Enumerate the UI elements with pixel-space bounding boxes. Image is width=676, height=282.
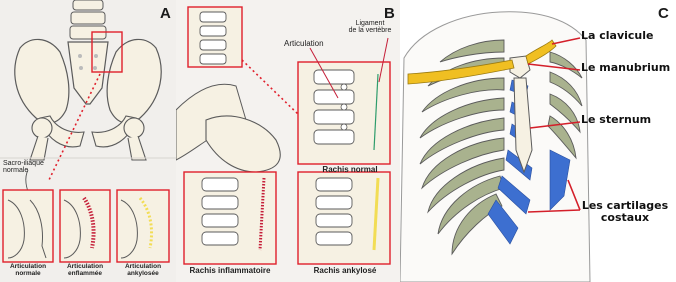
manubrium-label: Le manubrium xyxy=(581,61,671,74)
panel-c-letter: C xyxy=(658,5,669,22)
panel-c xyxy=(400,0,676,282)
panel-a xyxy=(0,0,176,282)
thumb-inflamed-label: Articulation enflammée xyxy=(66,263,104,277)
rachis-normal-label: Rachis normal xyxy=(322,165,378,174)
rachis-inflammatoire-label: Rachis inflammatoire xyxy=(189,266,271,275)
sternum-label: Le sternum xyxy=(581,113,652,126)
ligament-label: Ligament de la vertèbre xyxy=(348,20,392,35)
costal-cartilage-label: Les cartilages costaux xyxy=(581,199,669,225)
articulation-label: Articulation xyxy=(284,39,324,48)
rachis-ankylose-label: Rachis ankylosé xyxy=(313,266,377,275)
thumb-ankylosed-label: Articulation ankylosée xyxy=(124,263,162,277)
clavicle-label: La clavicule xyxy=(581,29,654,42)
sacroiliac-normal-label: Sacro-iliaque normale xyxy=(3,160,44,175)
panel-b xyxy=(176,0,400,282)
panel-b-letter: B xyxy=(384,5,395,22)
thumb-normal-label: Articulation normale xyxy=(9,263,47,277)
panel-a-letter: A xyxy=(160,5,171,22)
ribcage-illustration xyxy=(400,0,676,282)
pelvis-illustration xyxy=(0,0,176,282)
